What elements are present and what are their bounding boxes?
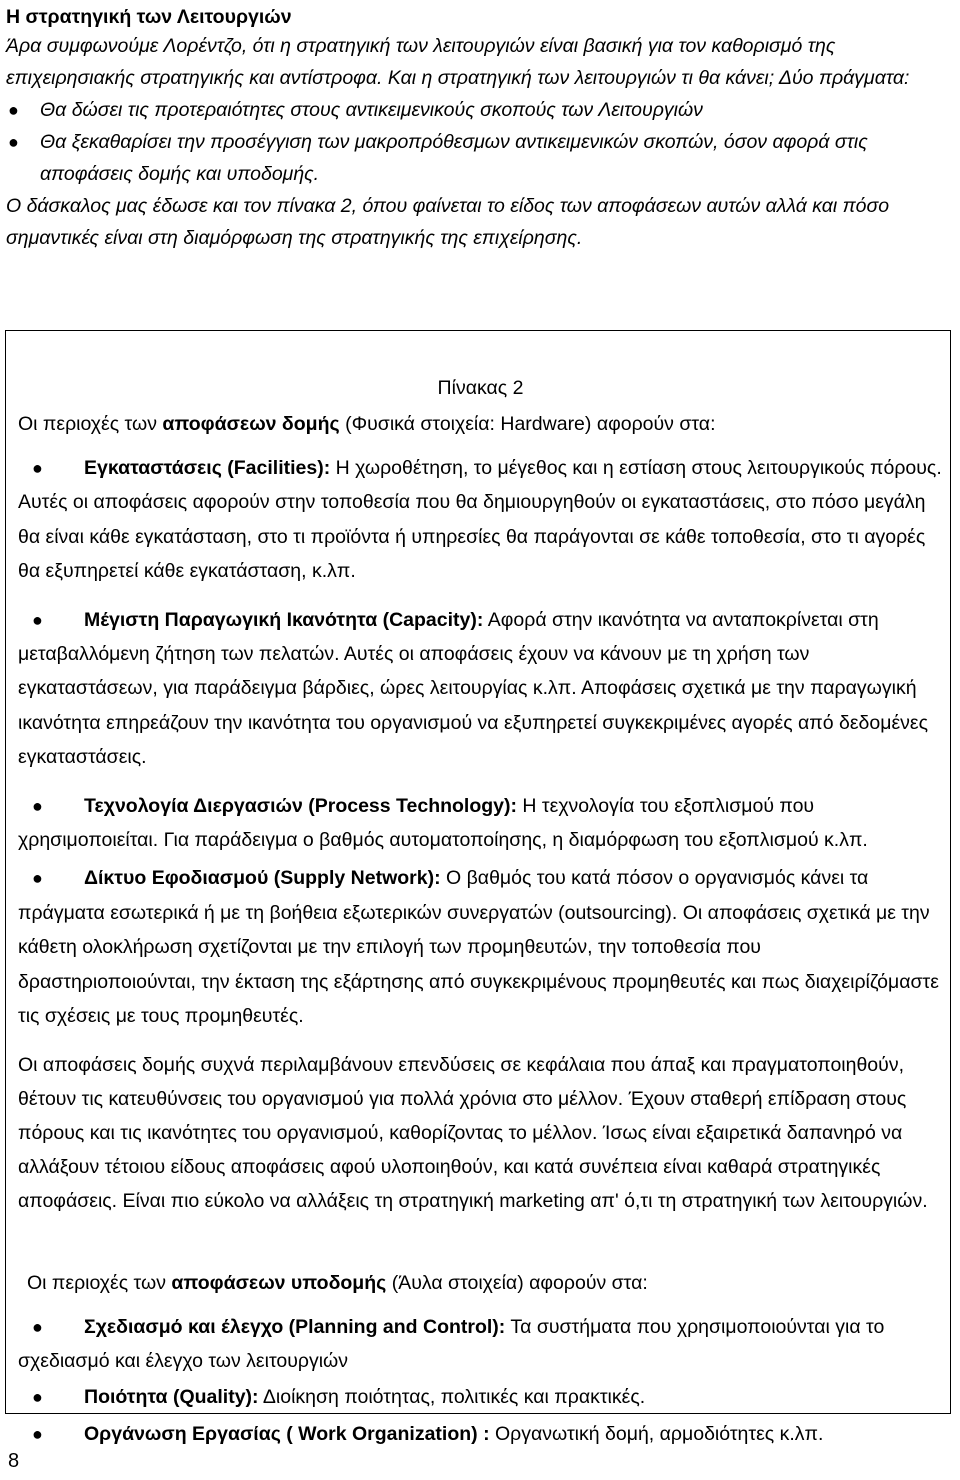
table-2-content <box>18 371 943 1451</box>
list-item <box>18 1380 943 1414</box>
term-text: Ο βαθμός του κατά πόσον ο οργανισμός κάνει τα πράγματα εσωτερικά ή με τη βοήθεια εξωτερικών συνεργατών (outsourcing). Οι αποφάσεις σχετικά με την κάθετη ολοκλήρωση σχετίζονται με την επιλογή των προμηθευτών, την τοποθεσία που δραστηριοποιούνται, την έκταση της εξάρτησης από συγκεκριμένους προμηθευτές και πως διαχειρίζόμαστε τις σχέσεις με τους προμηθευτές. <box>18 867 939 1028</box>
infra-intro-before: Οι περιοχές των <box>27 1271 172 1294</box>
bullet-icon: ● <box>32 795 43 816</box>
list-item <box>18 789 943 858</box>
bullet-icon: ● <box>32 458 43 478</box>
list-item <box>6 94 956 126</box>
term-text: Αφορά στην ικανότητα να ανταποκρίνεται στη μεταβαλλόμενη ζήτηση των πελατών. Αυτές οι αποφάσεις έχουν να κάνουν με τη χρήση των εγκαταστάσεων, για παράδειγμα βάρδιες, ώρες λειτουργίας κ.λπ. Αποφάσεις σχετικά με την παραγωγική ικανότητα επηρεάζουν την ικανότητα του οργανισμού να εξυπηρετεί συγκεκριμένες αγορές από δεδομένες εγκαταστάσεις. <box>18 608 929 769</box>
term: Μέγιστη Παραγωγική Ικανότητα (Capacity) <box>84 608 477 631</box>
bullet-icon: ● <box>32 609 43 630</box>
structure-list <box>18 451 943 1034</box>
structure-intro-before: Οι περιοχές των <box>18 413 163 435</box>
list-item <box>18 1417 943 1451</box>
list-item <box>18 603 943 775</box>
term: Δίκτυο Εφοδιασμού (Supply Network): <box>84 867 441 890</box>
infra-intro-after: (Άυλα στοιχεία) αφορούν στα: <box>386 1271 648 1294</box>
bullet-icon: ● <box>8 132 19 152</box>
table-2-box <box>5 330 951 1445</box>
intro-list <box>6 94 956 190</box>
term: Τεχνολογία Διεργασιών (Process Technology): <box>84 794 517 817</box>
term-text: Τα συστήματα που χρησιμοποιούνται για το σχεδιασμό και έλεγχο των λειτουργιών <box>18 1315 885 1372</box>
page-number: 8 <box>8 1450 20 1472</box>
table-caption: Πίνακας 2 <box>437 377 524 399</box>
term: Οργάνωση Εργασίας ( Work Organization) : <box>84 1422 490 1445</box>
list-item <box>18 861 943 1033</box>
bullet-icon: ● <box>32 1387 43 1408</box>
list-item <box>18 1310 943 1379</box>
structure-intro <box>18 407 943 441</box>
intro-section <box>6 4 956 254</box>
term: Ποιότητα (Quality): <box>84 1386 259 1409</box>
structure-intro-bold: αποφάσεων δομής <box>162 413 340 435</box>
section-heading: Η στρατηγική των Λειτουργιών <box>6 6 292 28</box>
bullet-icon: ● <box>32 868 43 889</box>
structure-summary: Οι αποφάσεις δομής συχνά περιλαμβάνουν επενδύσεις σε κεφάλαια που άπαξ και πραγματοποιηθούν, θέτουν τις κατευθύνσεις του οργανισμού για πολλά χρόνια στο μέλλον. Έχουν σταθερή επίδραση στους πόρους και τις ικανότητες του οργανισμού, καθορίζοντας το μέλλον. Ίσως είναι εξαιρετικά δαπανηρό να αλλάξουν τέτοιου είδους αποφάσεις αφού υλοποιηθούν, και κατά συνέπεια είναι καθαρά στρατηγικές αποφάσεις. Είναι πιο εύκολο να αλλάξεις τη στρατηγική marketing απ' ό,τι τη στρατηγική των λειτουργιών. <box>18 1053 928 1212</box>
intro-paragraph: Άρα συμφωνούμε Λορέντζο, ότι η στρατηγική των λειτουργιών είναι βασική για τον καθορισμό της επιχειρησιακής στρατηγικής και αντίστροφα. Και η στρατηγική των λειτουργιών τι θα κάνει; Δύο πράγματα: <box>6 35 910 89</box>
term-text: Η χωροθέτηση, το μέγεθος και η εστίαση στους λειτουργικούς πόρους. Αυτές οι αποφάσεις αφορούν στην τοποθεσία που θα δημιουργηθούν οι εγκαταστάσεις, στο πόσο μεγάλη θα είναι κάθε εγκατάσταση, στο τι προϊόντα ή υπηρεσίες θα παράγονται σε κάθε τοποθεσία, στο τι αγορές θα εξυπηρετεί κάθε εγκατάσταση, κ.λπ. <box>18 457 942 583</box>
term-text: Η τεχνολογία του εξοπλισμού που χρησιμοποιείται. Για παράδειγμα ο βαθμός αυτοματοποίησης, η διαμόρφωση του εξοπλισμού κ.λπ. <box>18 794 868 852</box>
infra-list <box>18 1310 943 1452</box>
term-text: Οργανωτική δομή, αρμοδιότητες κ.λπ. <box>489 1422 824 1445</box>
bullet-icon: ● <box>32 1316 43 1337</box>
term-sep: : <box>476 608 484 631</box>
term-text: Διοίκηση ποιότητας, πολιτικές και πρακτικές. <box>258 1386 646 1409</box>
infra-intro <box>18 1266 943 1300</box>
list-item <box>18 451 943 589</box>
bullet-icon: ● <box>8 100 19 120</box>
term: Εγκαταστάσεις (Facilities) <box>84 457 324 479</box>
term: Σχεδιασμό και έλεγχο (Planning and Control): <box>84 1315 506 1338</box>
teacher-note: Ο δάσκαλος μας έδωσε και τον πίνακα 2, όπου φαίνεται το είδος των αποφάσεων αυτών αλλά και πόσο σημαντικές είναι στη διαμόρφωση της στρατηγικής της επιχείρησης. <box>6 195 890 249</box>
term-sep: : <box>323 457 331 479</box>
list-item <box>6 126 956 190</box>
list-item-text: Θα ξεκαθαρίσει την προσέγγιση των μακροπρόθεσμων αντικειμενικών σκοπών, όσον αφορά στις αποφάσεις δομής και υποδομής. <box>40 131 868 185</box>
list-item-text: Θα δώσει τις προτεραιότητες στους αντικειμενικούς σκοπούς των Λειτουργιών <box>40 99 703 121</box>
infra-intro-bold: αποφάσεων υποδομής <box>171 1271 387 1294</box>
structure-intro-after: (Φυσικά στοιχεία: Hardware) αφορούν στα: <box>339 413 716 435</box>
bullet-icon: ● <box>32 1423 43 1444</box>
